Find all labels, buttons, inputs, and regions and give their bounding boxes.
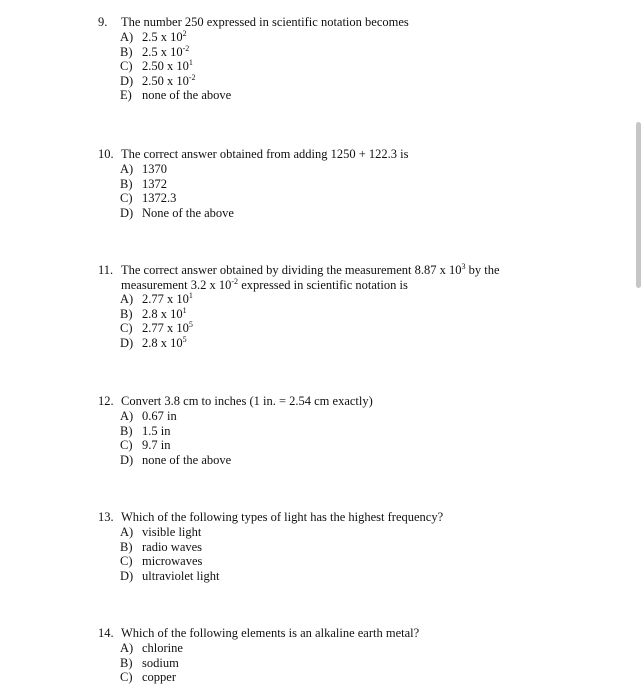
option-letter: E) [120,88,132,102]
option-letter: B) [120,423,133,438]
option-text: none of the above [142,452,232,467]
option-text: 1372 [142,176,167,191]
exponent: 5 [182,334,187,344]
option-text: visible light [142,525,202,539]
exponent: -2 [231,276,239,286]
option-letter: C) [120,554,133,568]
option-text: 2.50 x $10^1$ [142,58,193,73]
option-text: 2.77 x $10^5$ [142,320,193,335]
option-letter: C) [120,321,133,335]
question-number: 10. [98,147,114,161]
option-letter: D) [120,205,134,220]
option-text: 1.5 in [142,423,171,438]
option-letter: A) [120,292,134,306]
question-number: 9. [98,15,108,29]
question-number: 11. [98,263,114,277]
option-letter: B) [120,539,133,554]
option-letter: D) [120,73,134,88]
exponent: 5 [188,320,193,329]
option-letter: B) [120,306,133,321]
exponent: -2 [188,72,196,82]
option-letter: B) [120,655,133,670]
option-text: ultraviolet light [142,568,220,583]
question-text-line-2: measurement 3.2 x $10^{-2}$ expressed in scientific notation is [121,276,408,292]
option-letter: D) [120,568,134,583]
option-letter: D) [120,335,134,350]
option-letter: A) [120,409,134,423]
exponent: 1 [188,291,193,300]
question-text: Which of the following types of light has the highest frequency? [121,510,444,524]
option-text: 2.8 x $10^5$ [142,334,187,350]
exponent: -2 [182,43,190,53]
option-text: 0.67 in [142,409,177,423]
question-number: 14. [98,626,114,640]
question-text-line-1: The correct answer obtained by dividing the measurement 8.87 x $10^3$ by the [121,262,500,277]
exponent: 3 [461,262,466,271]
exponent: 2 [182,29,187,38]
option-text: 9.7 in [142,438,171,452]
option-letter: C) [120,670,133,684]
question-number: 12. [98,394,114,408]
option-text: chlorine [142,641,183,655]
exponent: 1 [188,58,193,67]
option-text: 2.77 x $10^1$ [142,291,193,306]
option-text: radio waves [142,539,203,554]
question-text: The number 250 expressed in scientific notation becomes [121,15,409,29]
question-text: The correct answer obtained from adding 1250 + 122.3 is [121,147,409,161]
vertical-scrollbar[interactable] [636,122,641,288]
question-text: Convert 3.8 cm to inches (1 in. = 2.54 cm exactly) [121,394,373,408]
option-text: copper [142,670,177,684]
option-letter: B) [120,176,133,191]
option-text: 2.5 x $10^{-2}$ [142,43,190,59]
option-text: microwaves [142,554,203,568]
option-text: 2.8 x $10^1$ [142,305,187,321]
option-letter: D) [120,452,134,467]
option-text: 1370 [142,162,167,176]
option-text: none of the above [142,88,232,102]
exponent: 1 [182,305,187,315]
option-text: 2.50 x $10^{-2}$ [142,72,196,88]
option-letter: A) [120,525,134,539]
option-text: 1372.3 [142,191,177,205]
option-letter: C) [120,191,133,205]
option-letter: B) [120,44,133,59]
option-text: sodium [142,655,179,670]
option-letter: A) [120,162,134,176]
option-letter: C) [120,59,133,73]
question-text: Which of the following elements is an alkaline earth metal? [121,626,420,640]
option-text: None of the above [142,205,234,220]
option-letter: C) [120,438,133,452]
option-text: 2.5 x $10^2$ [142,29,187,44]
question-number: 13. [98,510,114,524]
option-letter: A) [120,30,134,44]
option-letter: A) [120,641,134,655]
